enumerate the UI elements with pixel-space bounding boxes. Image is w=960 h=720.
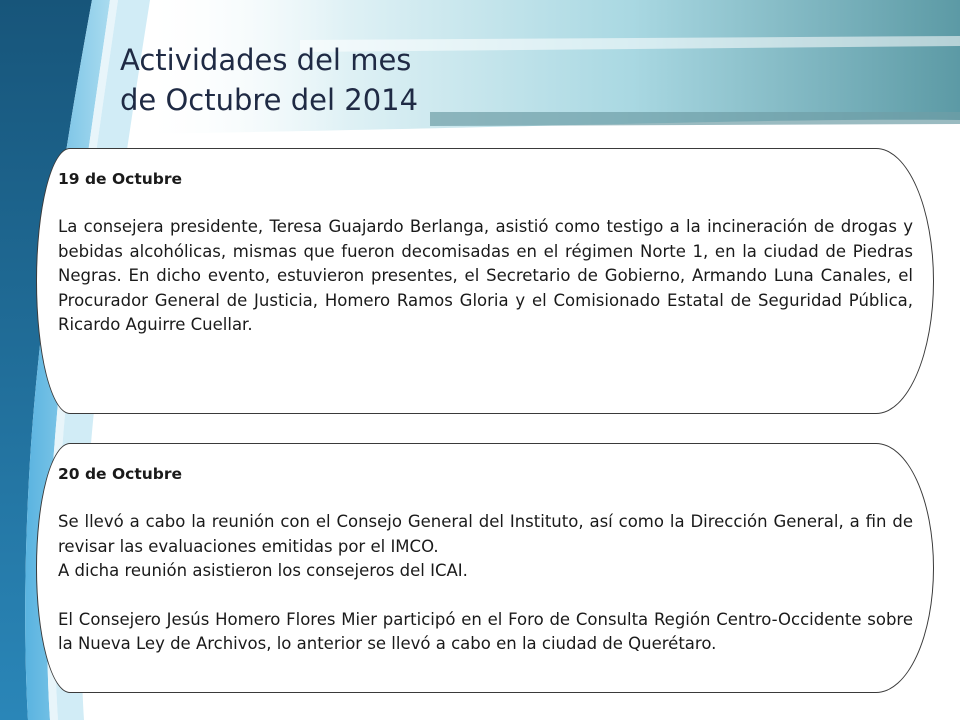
spacer — [58, 486, 913, 510]
title-line-1: Actividades del mes — [120, 43, 412, 77]
activity-description: La consejera presidente, Teresa Guajardo Berlanga, asistió como testigo a la incineración de drogas y bebidas alcohólicas, mismas que fueron decomisadas en el régimen Norte 1, en la ciudad de Piedras Negras. En dicho evento, estuvieron presentes, el Secretario de Gobierno, Armando Luna Canales, el Procurador General de Justicia, Homero Ramos Gloria y el Comisionado Estatal de Seguridad Pública, Ricardo Aguirre Cuellar. — [58, 217, 913, 334]
activity-box-20-october — [36, 443, 934, 693]
header-stripe-2 — [430, 112, 960, 126]
activity-box-19-october — [36, 148, 934, 414]
title-line-2: de Octubre del 2014 — [120, 83, 419, 117]
activity-description: A dicha reunión asistieron los consejeros del ICAI. — [58, 561, 468, 580]
activity-date: 19 de Octubre — [58, 170, 183, 188]
spacer — [58, 584, 913, 608]
activity-description: Se llevó a cabo la reunión con el Consejo General del Instituto, así como la Dirección General, a fin de revisar las evaluaciones emitidas por el IMCO. — [58, 512, 913, 556]
page-title — [120, 40, 418, 120]
spacer — [58, 191, 913, 215]
activity-description: El Consejero Jesús Homero Flores Mier participó en el Foro de Consulta Región Centro-Occidente sobre la Nueva Ley de Archivos, lo anterior se llevó a cabo en la ciudad de Querétaro. — [58, 609, 913, 653]
activity-date: 20 de Octubre — [58, 465, 183, 483]
